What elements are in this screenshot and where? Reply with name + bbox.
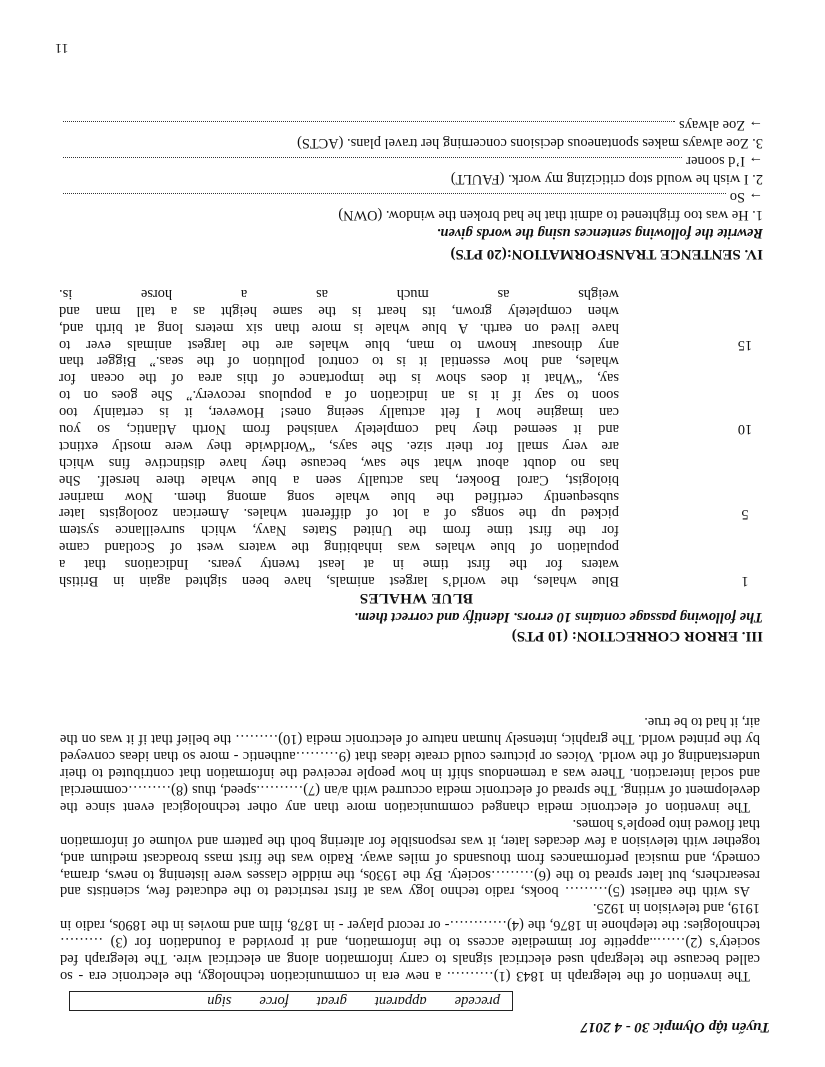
passage-line: waters for the first time in at least twenty years. Indications that a <box>59 556 619 573</box>
answer-prompt: → So <box>729 189 763 205</box>
line-number: 5 <box>741 506 749 522</box>
section-title-sentence-transformation: IV. SENTENCE TRANSFORMATION:(20 PTS) <box>450 246 763 262</box>
word-box <box>69 991 513 1011</box>
answer-line[interactable] <box>63 188 763 206</box>
section-instruction: The following passage contains 10 errors. Identify and correct them. <box>354 609 763 625</box>
line-number: 1 <box>741 573 749 589</box>
transformation-questions <box>63 116 763 224</box>
passage-line: and it seemed they had completely vanished from North Atlantic, so you <box>59 420 619 437</box>
passage-line: any dinosaur known to man, blue whales are the largest animals ever to <box>59 336 619 353</box>
passage-line: have lived on earth. A blue whale is more than six meters long at birth and, <box>59 319 619 336</box>
cloze-passage <box>60 714 760 985</box>
error-passage <box>59 268 619 589</box>
question-text: 1. He was too frightened to admit that he had broken the window. (OWN) <box>338 207 763 223</box>
answer-dots <box>63 121 675 132</box>
passage-line: picked up the songs of a lot of different whales. American zoologists later <box>59 505 619 522</box>
line-number: 10 <box>737 421 753 437</box>
passage-line: can imagine how I felt actually seeing ones! However, it is certainly too <box>59 404 619 421</box>
passage-line: soon to say if it is an indication of a populous recovery.” She goes on to <box>59 387 619 404</box>
page-number: 11 <box>55 40 69 55</box>
answer-prompt: → Zoe always <box>679 117 763 133</box>
passage-line: for the first time from the United States Navy, which surveillance system <box>59 522 619 539</box>
passage-line: biologist, Carol Booker, has actually seen a blue whale there herself. She <box>59 471 619 488</box>
passage-title: BLUE WHALES <box>359 590 473 606</box>
cloze-paragraph: As with the earliest (5)……… books, radio techno logy was at first restricted to the educated few, scientists and researchers, but later spread to the (6)………society. By the 1930s, the middle classes were listening to news, drama, comedy, and musical performances from thousands of miles away. Radio was the first mass broadcast medium and, together with television a few decades later, it was responsible for altering both the pattern and volume of information that flowed into people’s homes. <box>60 815 760 900</box>
answer-dots <box>63 193 726 204</box>
answer-dots <box>63 157 682 168</box>
cloze-paragraph: The invention of electronic media changed communication more than any other technological event since the development of writing. The spread of electronic media occurred with a/an (7)……….speed, thus (8)………commercial and social interaction. There was a tremendous shift in how people received the information that contributed to their understanding of the world. Voices or pictures could create ideas that (9………authentic - more so than ideas conveyed by the printed world. The graphic, intensely human nature of electronic media (10)……… the belief that if it was on the air, it had to be true. <box>60 714 760 815</box>
passage-line: when completely grown, its heart is the same height as a tall man and <box>59 302 619 319</box>
passage-line: whales, and how essential it is to control pollution of the seas.” Bigger than <box>59 353 619 370</box>
passage-line: are very small for their size. She says, “Worldwide they were mostly extinct <box>59 437 619 454</box>
passage-line: subsequently certified the blue whale song among them. Now mariner <box>59 488 619 505</box>
answer-prompt: → I’d sooner <box>686 153 763 169</box>
word-box-item: precede <box>454 993 500 1010</box>
passage-line: has no doubt about what she saw, because they have distinctive fins which <box>59 454 619 471</box>
passage-line: Blue whales, the world’s largest animals, have been sighted again in British <box>59 573 619 589</box>
word-box-item: sign <box>207 993 232 1010</box>
question-text: 2. I wish he would stop criticizing my work. (FAULT) <box>450 171 763 187</box>
answer-line[interactable] <box>63 152 763 170</box>
passage-line: say, “What it does show is the importance of this area of the ocean for <box>59 370 619 387</box>
page-header: Tuyển tập Olympic 30 - 4 2017 <box>580 1019 770 1035</box>
word-box-item: force <box>259 993 289 1010</box>
answer-line[interactable] <box>63 116 763 134</box>
cloze-paragraph: The invention of the telegraph in 1843 (1)………. a new era in communication technology, the electronic era - so called because the telegraph used electrical signals to carry information along an electrical wire. The telegraph fed society’s (2)……..appetite for immediate access to the information, and it provided a foundation for (3) ……… technologies: the telephone in 1876, the (4)…………- or record player - in 1878, film and movies in the 1890s, radio in 1919, and television in 1925. <box>60 900 760 984</box>
question-text: 3. Zoe always makes spontaneous decisions concerning her travel plans. (ACTS) <box>297 135 763 151</box>
section-instruction: Rewrite the following sentences using the words given. <box>436 225 763 241</box>
section-title-error-correction: III. ERROR CORRECTION: (10 PTS) <box>511 628 763 644</box>
passage-line: weighs as much as a horse is. <box>59 285 619 302</box>
word-box-item: great <box>316 993 347 1010</box>
passage-line <box>59 268 619 285</box>
line-number: 15 <box>737 337 753 353</box>
passage-line: population of blue whales was inhabiting the waters west of Scotland came <box>59 539 619 556</box>
word-box-item: apparent <box>374 993 427 1010</box>
